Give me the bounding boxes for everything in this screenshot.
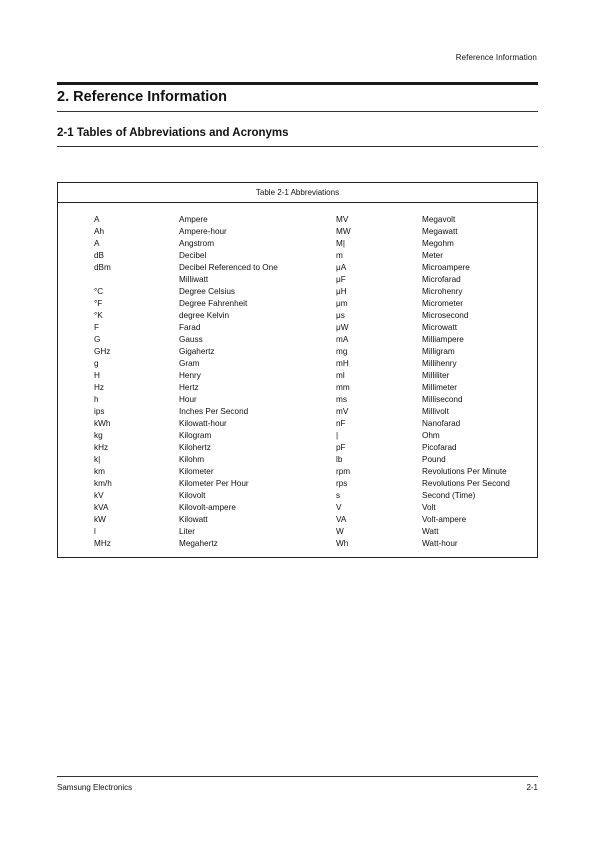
table-cell-abbreviation: h [94, 395, 99, 404]
page-number: 2-1 [526, 783, 538, 792]
table-cell-meaning: Nanofarad [422, 419, 461, 428]
table-cell-meaning: Decibel [179, 251, 207, 260]
table-cell-abbreviation: k| [94, 455, 101, 464]
table-cell-abbreviation: kHz [94, 443, 109, 452]
table-row [58, 346, 537, 358]
table-cell-abbreviation: s [336, 491, 341, 500]
table-cell-meaning: Hour [179, 395, 197, 404]
table-row [58, 274, 537, 286]
table-cell-abbreviation: μH [336, 287, 347, 296]
table-cell-meaning: Microwatt [422, 323, 458, 332]
table-cell-meaning: Liter [179, 527, 195, 536]
table-cell-meaning: Kilohertz [179, 443, 211, 452]
table-cell-abbreviation: ml [336, 371, 345, 380]
table-cell-meaning: Gigahertz [179, 347, 215, 356]
table-cell-abbreviation: G [94, 335, 101, 344]
table-cell-abbreviation: VA [336, 515, 347, 524]
table-row [58, 226, 537, 238]
footer-publisher: Samsung Electronics [57, 783, 133, 792]
table-cell-abbreviation: °C [94, 287, 104, 296]
table-row [58, 490, 537, 502]
table-cell-meaning: Milliampere [422, 335, 464, 344]
table-row [58, 334, 537, 346]
table-cell-abbreviation: A [94, 239, 100, 248]
table-cell-abbreviation: kV [94, 491, 104, 500]
table-cell-meaning: Decibel Referenced to One [179, 263, 278, 272]
table-row [58, 502, 537, 514]
table-cell-meaning: Kilowatt-hour [179, 419, 227, 428]
table-cell-abbreviation: kWh [94, 419, 111, 428]
table-cell-meaning: Microampere [422, 263, 470, 272]
table-cell-meaning: Millisecond [422, 395, 463, 404]
table-cell-abbreviation: dB [94, 251, 105, 260]
footer-rule [57, 776, 538, 777]
table-cell-abbreviation: μF [336, 275, 346, 284]
table-cell-meaning: Gram [179, 359, 200, 368]
table-cell-meaning: Gauss [179, 335, 203, 344]
table-cell-meaning: Microhenry [422, 287, 463, 296]
table-cell-abbreviation: Hz [94, 383, 105, 392]
table-cell-meaning: Millihenry [422, 359, 457, 368]
table-cell-abbreviation: V [336, 503, 342, 512]
table-cell-abbreviation: mH [336, 359, 349, 368]
table-cell-meaning: Ampere [179, 215, 208, 224]
table-cell-abbreviation: H [94, 371, 100, 380]
table-cell-abbreviation: MW [336, 227, 351, 236]
table-cell-abbreviation: M| [336, 239, 345, 248]
table-row [58, 442, 537, 454]
table-cell-meaning: Revolutions Per Second [422, 479, 510, 488]
table-cell-abbreviation: ips [94, 407, 105, 416]
table-cell-abbreviation: mA [336, 335, 349, 344]
table-cell-abbreviation: kW [94, 515, 106, 524]
table-cell-meaning: Ampere-hour [179, 227, 227, 236]
table-cell-abbreviation: kg [94, 431, 103, 440]
top-rule [57, 82, 538, 85]
table-cell-abbreviation: °K [94, 311, 103, 320]
table-row [58, 286, 537, 298]
table-cell-meaning: Microfarad [422, 275, 461, 284]
table-cell-meaning: Milligram [422, 347, 455, 356]
table-row [58, 382, 537, 394]
table-cell-meaning: Kilovolt-ampere [179, 503, 236, 512]
table-cell-meaning: Kilogram [179, 431, 212, 440]
table-cell-meaning: Kilometer Per Hour [179, 479, 249, 488]
table-cell-abbreviation: °F [94, 299, 103, 308]
table-cell-meaning: Kilometer [179, 467, 214, 476]
table-cell-meaning: Meter [422, 251, 443, 260]
table-cell-meaning: Kilovolt [179, 491, 206, 500]
table-cell-abbreviation: mV [336, 407, 349, 416]
table-cell-meaning: Millivolt [422, 407, 449, 416]
table-cell-meaning: Angstrom [179, 239, 215, 248]
table-caption: Table 2-1 Abbreviations [255, 188, 340, 197]
chapter-title: 2. Reference Information [57, 89, 228, 105]
table-cell-meaning: Megawatt [422, 227, 458, 236]
table-cell-meaning: degree Kelvin [179, 311, 230, 320]
table-cell-meaning: Degree Fahrenheit [179, 299, 248, 308]
table-cell-abbreviation: μW [336, 323, 349, 332]
table-cell-meaning: Megahertz [179, 539, 218, 548]
section-title: 2-1 Tables of Abbreviations and Acronyms [57, 127, 289, 139]
caption-divider [58, 202, 537, 203]
table-cell-abbreviation: rpm [336, 467, 351, 476]
table-row [58, 310, 537, 322]
table-row [58, 466, 537, 478]
table-cell-meaning: Microsecond [422, 311, 469, 320]
table-cell-meaning: Henry [179, 371, 201, 380]
table-row [58, 526, 537, 538]
table-cell-meaning: Volt [422, 503, 436, 512]
table-cell-meaning: Hertz [179, 383, 199, 392]
table-cell-abbreviation: dBm [94, 263, 111, 272]
table-cell-meaning: Second (Time) [422, 491, 476, 500]
table-cell-meaning: Millimeter [422, 383, 458, 392]
table-cell-abbreviation: F [94, 323, 100, 332]
table-cell-meaning: Degree Celsius [179, 287, 235, 296]
table-cell-abbreviation: W [336, 527, 344, 536]
table-cell-meaning: Kilowatt [179, 515, 208, 524]
table-row [58, 418, 537, 430]
table-cell-abbreviation: kVA [94, 503, 109, 512]
table-cell-meaning: Watt-hour [422, 539, 458, 548]
table-row [58, 394, 537, 406]
table-cell-abbreviation: km [94, 467, 105, 476]
table-row [58, 262, 537, 274]
table-row [58, 250, 537, 262]
table-cell-meaning: Kilohm [179, 455, 205, 464]
table-cell-abbreviation: l [94, 527, 96, 536]
table-cell-abbreviation: lb [336, 455, 343, 464]
table-cell-meaning: Picofarad [422, 443, 457, 452]
table-cell-abbreviation: | [336, 431, 339, 440]
table-cell-meaning: Inches Per Second [179, 407, 249, 416]
table-row [58, 370, 537, 382]
table-cell-abbreviation: nF [336, 419, 346, 428]
abbreviations-table [57, 182, 538, 558]
table-cell-meaning: Ohm [422, 431, 440, 440]
table-row [58, 514, 537, 526]
table-row [58, 214, 537, 226]
table-cell-abbreviation: μm [336, 299, 348, 308]
table-row [58, 478, 537, 490]
table-cell-meaning: Milliliter [422, 371, 450, 380]
table-cell-meaning: Pound [422, 455, 446, 464]
table-cell-abbreviation: MHz [94, 539, 111, 548]
table-cell-meaning: Micrometer [422, 299, 463, 308]
table-cell-abbreviation: pF [336, 443, 346, 452]
table-cell-abbreviation: g [94, 359, 99, 368]
table-cell-meaning: Megohm [422, 239, 454, 248]
table-cell-abbreviation: μA [336, 263, 347, 272]
table-cell-meaning: Megavolt [422, 215, 456, 224]
table-cell-meaning: Volt-ampere [422, 515, 467, 524]
table-cell-meaning: Revolutions Per Minute [422, 467, 507, 476]
table-row [58, 430, 537, 442]
table-cell-abbreviation: ms [336, 395, 347, 404]
table-cell-abbreviation: MV [336, 215, 349, 224]
section-rule [57, 146, 538, 147]
table-row [58, 322, 537, 334]
table-row [58, 358, 537, 370]
table-cell-abbreviation: rps [336, 479, 348, 488]
table-cell-abbreviation: m [336, 251, 343, 260]
table-cell-abbreviation: mm [336, 383, 350, 392]
table-cell-abbreviation: Ah [94, 227, 105, 236]
table-row [58, 298, 537, 310]
table-rows [58, 214, 537, 550]
table-cell-abbreviation: Wh [336, 539, 349, 548]
table-cell-abbreviation: mg [336, 347, 348, 356]
chapter-rule [57, 111, 538, 112]
table-cell-abbreviation: GHz [94, 347, 111, 356]
table-row [58, 538, 537, 550]
table-cell-meaning: Milliwatt [179, 275, 209, 284]
table-row [58, 238, 537, 250]
table-row [58, 454, 537, 466]
running-header: Reference Information [455, 53, 537, 62]
table-cell-abbreviation: A [94, 215, 100, 224]
table-cell-abbreviation: μs [336, 311, 345, 320]
table-cell-meaning: Farad [179, 323, 201, 332]
table-cell-meaning: Watt [422, 527, 439, 536]
table-row [58, 406, 537, 418]
table-cell-abbreviation: km/h [94, 479, 112, 488]
